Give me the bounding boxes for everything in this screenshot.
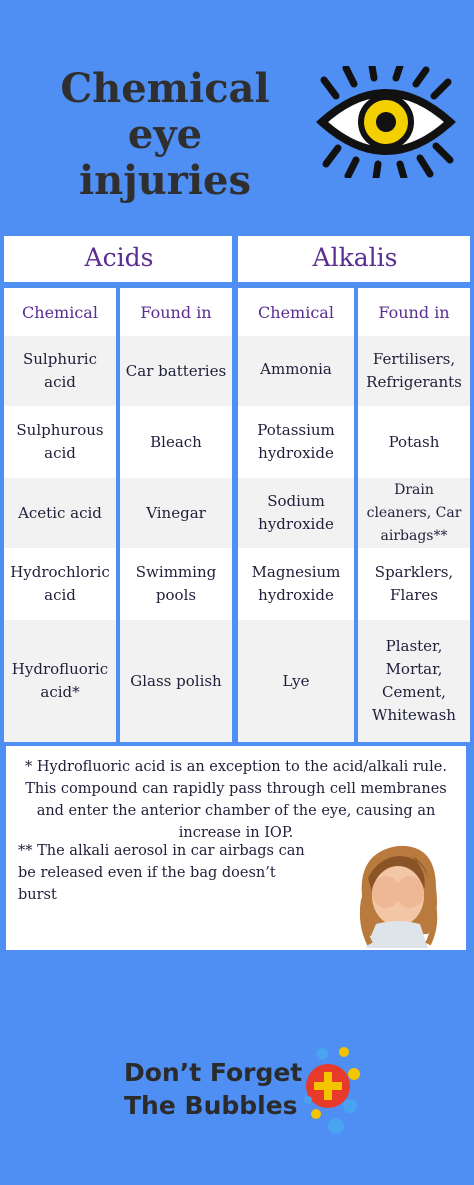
- brand-line-1: Don’t Forget: [124, 1058, 303, 1087]
- alkalis-header: Alkalis: [312, 243, 398, 272]
- alkali-chemical-cell: Potassium hydroxide: [257, 421, 335, 462]
- footnote-airbags: ** The alkali aerosol in car airbags can be released even if the bag doesn’t burst: [18, 843, 305, 903]
- alkali-chemical-cell: Ammonia: [238, 336, 354, 406]
- alkali-found-cell: Fertilisers, Refrigerants: [358, 336, 470, 406]
- acid-found-cell: Swimming pools: [135, 563, 217, 604]
- acids-header: Acids: [84, 243, 154, 272]
- acid-chemical-cell: Acetic acid: [4, 478, 116, 548]
- alkali-found-cell: Drain cleaners, Car airbags**: [358, 478, 470, 548]
- child-covering-eyes-image: [348, 838, 444, 948]
- title-line-1: Chemical: [60, 65, 270, 112]
- alkalis-found-column: [358, 288, 470, 742]
- footnote-hydrofluoric: * Hydrofluoric acid is an exception to the acid/alkali rule. This compound can rapidly pass through cell membranes and enter the anterior chamber of the eye, causing an increase in IOP.: [25, 759, 447, 841]
- brand-wordmark: [124, 1056, 304, 1122]
- acids-col-chemical: Chemical: [22, 302, 98, 322]
- alkali-found-cell: Plaster, Mortar, Cement, Whitewash: [358, 620, 470, 742]
- alkali-found-cell: Sparklers, Flares: [374, 563, 454, 604]
- alkalis-chemical-column: [238, 288, 354, 742]
- alkali-found-cell: Potash: [388, 432, 440, 451]
- acid-chemical-cell: Hydrochloric acid: [10, 563, 110, 604]
- acid-chemical-cell: Sulphuric acid: [4, 336, 116, 406]
- acids-found-column: [120, 288, 232, 742]
- acids-col-found: Found in: [140, 302, 212, 322]
- alkalis-col-found: Found in: [378, 302, 450, 322]
- alkali-chemical-cell: Magnesium hydroxide: [251, 563, 341, 604]
- acid-chemical-cell: Hydrofluoric acid*: [4, 620, 116, 742]
- alkali-chemical-cell: Lye: [238, 620, 354, 742]
- alkalis-col-chemical: Chemical: [258, 302, 334, 322]
- acid-found-cell: Vinegar: [120, 478, 232, 548]
- title-line-2: eye injuries: [78, 111, 252, 204]
- alkali-chemical-cell: Sodium hydroxide: [238, 478, 354, 548]
- acid-found-cell: Bleach: [150, 432, 202, 451]
- acids-chemical-column: [4, 288, 116, 742]
- brand-line-2: The Bubbles: [124, 1091, 298, 1120]
- acid-found-cell: Glass polish: [120, 620, 232, 742]
- acid-found-cell: Car batteries: [120, 336, 232, 406]
- acid-chemical-cell: Sulphurous acid: [16, 421, 104, 462]
- eye-icon: [316, 66, 456, 178]
- page-title: [40, 66, 290, 204]
- bubbles-plus-logo: [300, 1044, 362, 1136]
